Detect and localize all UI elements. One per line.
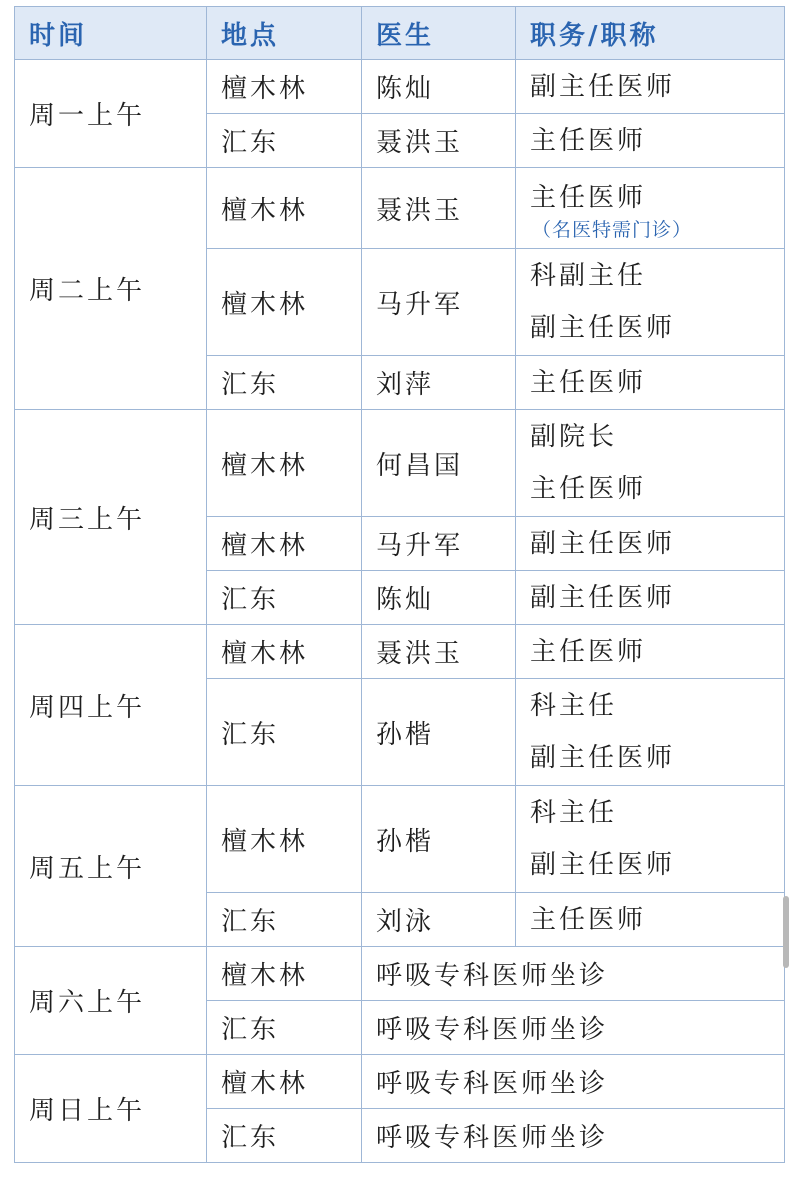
doctor-cell: 刘萍 [362,356,516,410]
location-cell: 汇东 [207,114,362,168]
location-cell: 檀木林 [207,517,362,571]
title-cell [516,168,785,249]
doctor-cell: 陈灿 [362,571,516,625]
table-row [15,947,785,1001]
title-line: 科主任 [530,691,618,721]
doctor-cell: 孙楷 [362,679,516,786]
title-cell [516,571,785,625]
doctor-cell: 聂洪玉 [362,114,516,168]
title-cell [516,517,785,571]
title-line: 科主任 [530,798,618,828]
merged-doctor-cell: 呼吸专科医师坐诊 [362,1001,785,1055]
table-row [15,60,785,114]
location-cell: 汇东 [207,893,362,947]
table-row [15,786,785,893]
day-cell: 周六上午 [15,947,207,1055]
title-cell [516,786,785,893]
day-cell: 周三上午 [15,410,207,625]
day-cell: 周一上午 [15,60,207,168]
title-line: 副主任医师 [530,743,676,773]
title-line: 副主任医师 [530,528,676,559]
title-line: 主任医师 [530,474,647,504]
location-cell: 汇东 [207,571,362,625]
title-line: 主任医师 [530,125,647,156]
day-cell: 周四上午 [15,625,207,786]
location-cell: 檀木林 [207,249,362,356]
title-cell [516,356,785,410]
title-line: 副主任医师 [530,582,676,613]
location-cell: 檀木林 [207,410,362,517]
merged-doctor-cell: 呼吸专科医师坐诊 [362,1055,785,1109]
title-cell [516,679,785,786]
location-cell: 汇东 [207,679,362,786]
location-cell: 檀木林 [207,168,362,249]
table-body [15,60,785,1163]
merged-doctor-cell: 呼吸专科医师坐诊 [362,947,785,1001]
title-line: 副主任医师 [530,313,676,343]
location-cell: 汇东 [207,356,362,410]
doctor-cell: 聂洪玉 [362,625,516,679]
location-cell: 檀木林 [207,60,362,114]
schedule-table [14,6,785,1163]
table-row [15,410,785,517]
merged-doctor-cell: 呼吸专科医师坐诊 [362,1109,785,1163]
day-cell: 周日上午 [15,1055,207,1163]
location-cell: 汇东 [207,1109,362,1163]
doctor-cell: 孙楷 [362,786,516,893]
header-time: 时间 [15,7,207,60]
title-cell [516,893,785,947]
title-line: 副主任医师 [530,71,676,102]
title-line: 科副主任 [530,261,647,291]
doctor-cell: 何昌国 [362,410,516,517]
doctor-cell: 聂洪玉 [362,168,516,249]
day-cell: 周二上午 [15,168,207,410]
table-row [15,1055,785,1109]
location-cell: 檀木林 [207,786,362,893]
header-location: 地点 [207,7,362,60]
doctor-cell: 刘泳 [362,893,516,947]
scrollbar[interactable] [783,896,789,968]
doctor-cell: 陈灿 [362,60,516,114]
header-title: 职务/职称 [516,7,785,60]
title-cell [516,60,785,114]
title-cell [516,249,785,356]
location-cell: 汇东 [207,1001,362,1055]
title-cell [516,114,785,168]
title-cell [516,410,785,517]
header-doctor: 医生 [362,7,516,60]
title-cell [516,625,785,679]
title-line: 主任医师 [530,636,647,667]
title-line: 副院长 [530,422,618,452]
clinic-note: （名医特需门诊） [532,219,693,241]
doctor-cell: 马升军 [362,249,516,356]
title-line: 主任医师 [530,904,647,935]
location-cell: 檀木林 [207,1055,362,1109]
title-line: 副主任医师 [530,850,676,880]
table-header [15,7,785,60]
table-row [15,625,785,679]
location-cell: 檀木林 [207,625,362,679]
title-line: 主任医师 [530,183,647,213]
table-row [15,168,785,249]
location-cell: 檀木林 [207,947,362,1001]
day-cell: 周五上午 [15,786,207,947]
title-line: 主任医师 [530,367,647,398]
doctor-cell: 马升军 [362,517,516,571]
